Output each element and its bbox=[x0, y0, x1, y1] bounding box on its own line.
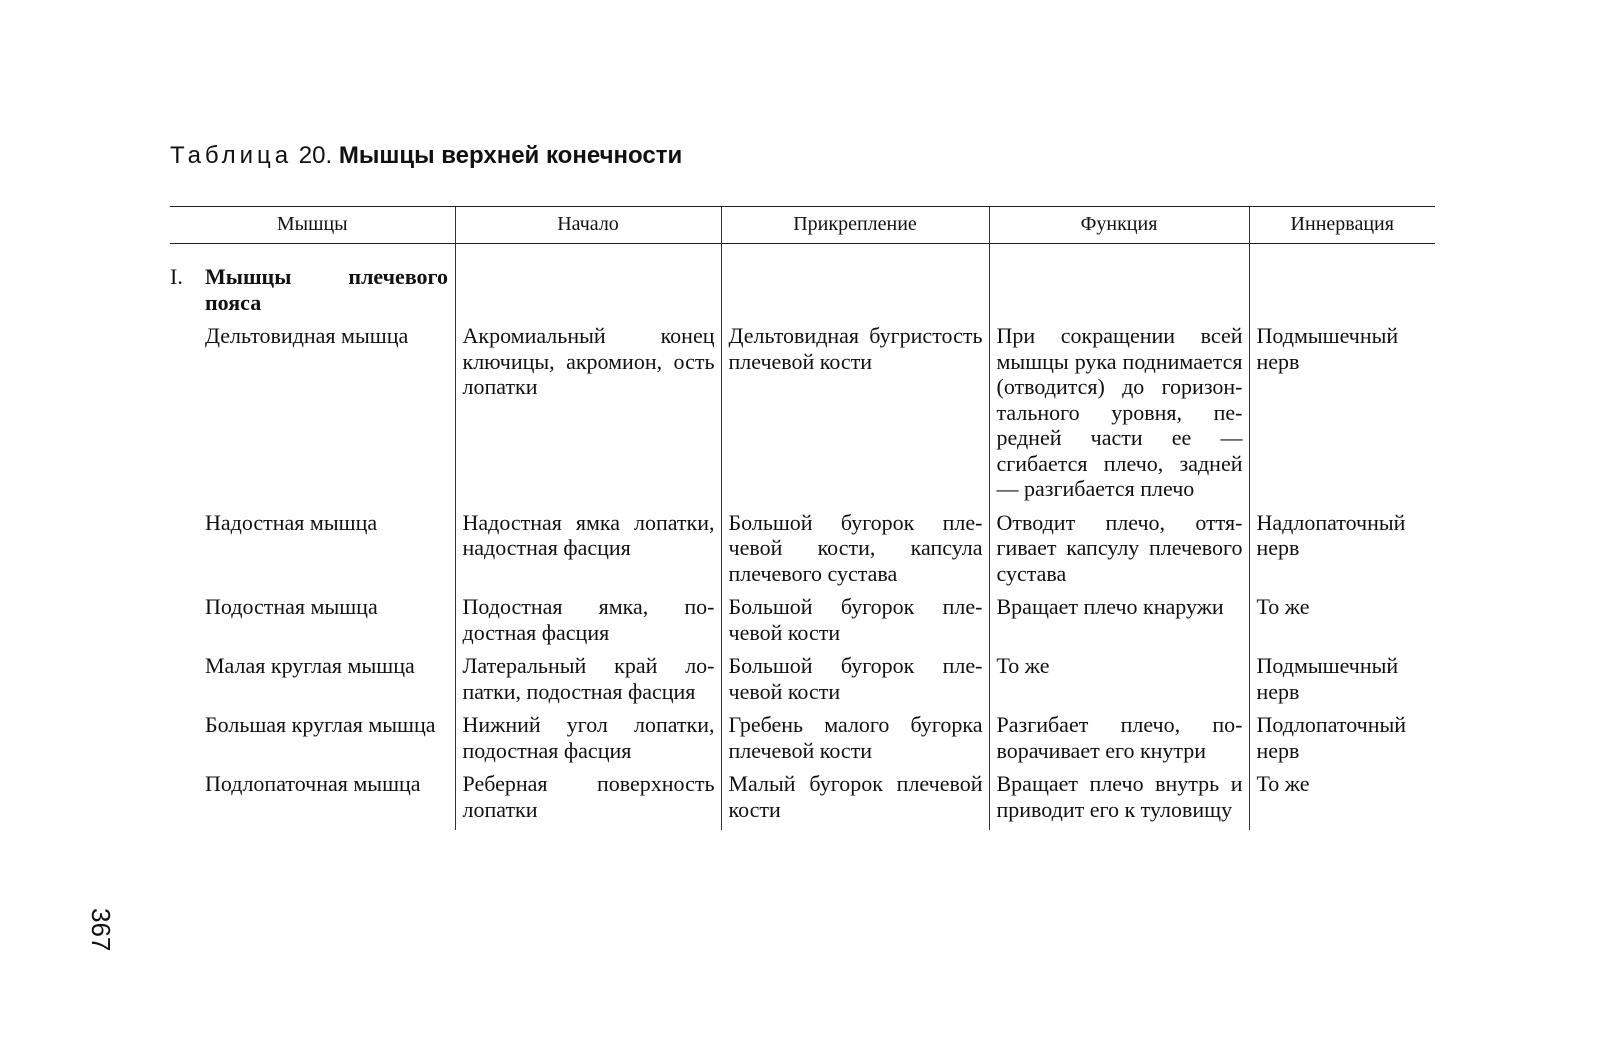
cell-function: Разгибает плечо, поворачивает его кнутри bbox=[989, 712, 1249, 771]
cell-muscle: Дельтовидная мышца bbox=[205, 323, 409, 348]
cell-function: То же bbox=[989, 653, 1249, 712]
section-row bbox=[170, 264, 1435, 323]
cell-innervation: То же bbox=[1249, 594, 1435, 653]
caption-title: Мышцы верхней конечности bbox=[338, 142, 683, 169]
cell-origin: Нижний угол лопатки, подостная фасция bbox=[455, 712, 721, 771]
cell-function: При сокращении всей мышцы рука поднимается (отводится) до горизонтального уровня, передней части ее — сгибается плечо, задней — разгибается плечо bbox=[989, 323, 1249, 510]
cell-innervation: Подмышечный нерв bbox=[1249, 323, 1435, 510]
spacer-row bbox=[170, 244, 1435, 265]
cell-innervation: Надлопаточный нерв bbox=[1249, 510, 1435, 595]
header-function: Функция bbox=[989, 207, 1249, 244]
table-row bbox=[170, 323, 1435, 510]
cell-function: Вращает плечо внутрь и приводит его к туловищу bbox=[989, 771, 1249, 830]
cell-origin: Акромиальный конец ключицы, акромион, ость лопатки bbox=[455, 323, 721, 510]
cell-insertion: Большой бугорок плечевой кости, капсула плечевого сустава bbox=[721, 510, 989, 595]
cell-innervation: Подмышечный нерв bbox=[1249, 653, 1435, 712]
cell-muscle: Подостная мышца bbox=[205, 594, 378, 619]
cell-muscle: Надостная мышца bbox=[205, 509, 378, 535]
table-caption bbox=[170, 142, 682, 170]
cell-origin: Подостная ямка, подостная фасция bbox=[455, 594, 721, 653]
header-insertion: Прикрепление bbox=[721, 207, 989, 244]
header-origin: Начало bbox=[455, 207, 721, 244]
cell-origin: Надостная ямка лопатки, надостная фасция bbox=[455, 510, 721, 595]
section-number: I. bbox=[170, 264, 183, 289]
cell-insertion: Малый бугорок плечевой кости bbox=[721, 771, 989, 830]
cell-muscle: Большая круглая мышца bbox=[205, 712, 436, 737]
table-row bbox=[170, 712, 1435, 771]
section-title: Мышцы плечевого пояса bbox=[205, 264, 448, 315]
table-row bbox=[170, 771, 1435, 830]
table-row bbox=[170, 653, 1435, 712]
header-muscles: Мышцы bbox=[170, 207, 455, 244]
cell-muscle: Малая круглая мышца bbox=[205, 653, 415, 678]
header-innervation: Иннервация bbox=[1249, 207, 1435, 244]
cell-origin: Латеральный край лопатки, подостная фасция bbox=[455, 653, 721, 712]
cell-origin: Реберная поверхность лопатки bbox=[455, 771, 721, 830]
table-row bbox=[170, 510, 1435, 595]
cell-insertion: Большой бугорок плечевой кости bbox=[721, 594, 989, 653]
page-number: 367 bbox=[86, 908, 116, 952]
cell-function: Отводит плечо, оттягивает капсулу плечевого сустава bbox=[989, 510, 1249, 595]
cell-innervation: Подлопаточный нерв bbox=[1249, 712, 1435, 771]
cell-innervation: То же bbox=[1249, 771, 1435, 830]
cell-insertion: Дельтовидная бугристость плечевой кости bbox=[721, 323, 989, 510]
caption-number: 20. bbox=[298, 142, 333, 169]
caption-label: Таблица bbox=[170, 142, 293, 169]
table-header-row bbox=[170, 207, 1435, 244]
cell-insertion: Большой бугорок плечевой кости bbox=[721, 653, 989, 712]
cell-function: Вращает плечо кнаружи bbox=[989, 594, 1249, 653]
cell-muscle: Подлопаточная мышца bbox=[205, 771, 421, 796]
cell-insertion: Гребень малого бугорка плечевой кости bbox=[721, 712, 989, 771]
section-heading bbox=[170, 264, 455, 323]
muscles-table bbox=[170, 206, 1435, 830]
table-row bbox=[170, 594, 1435, 653]
